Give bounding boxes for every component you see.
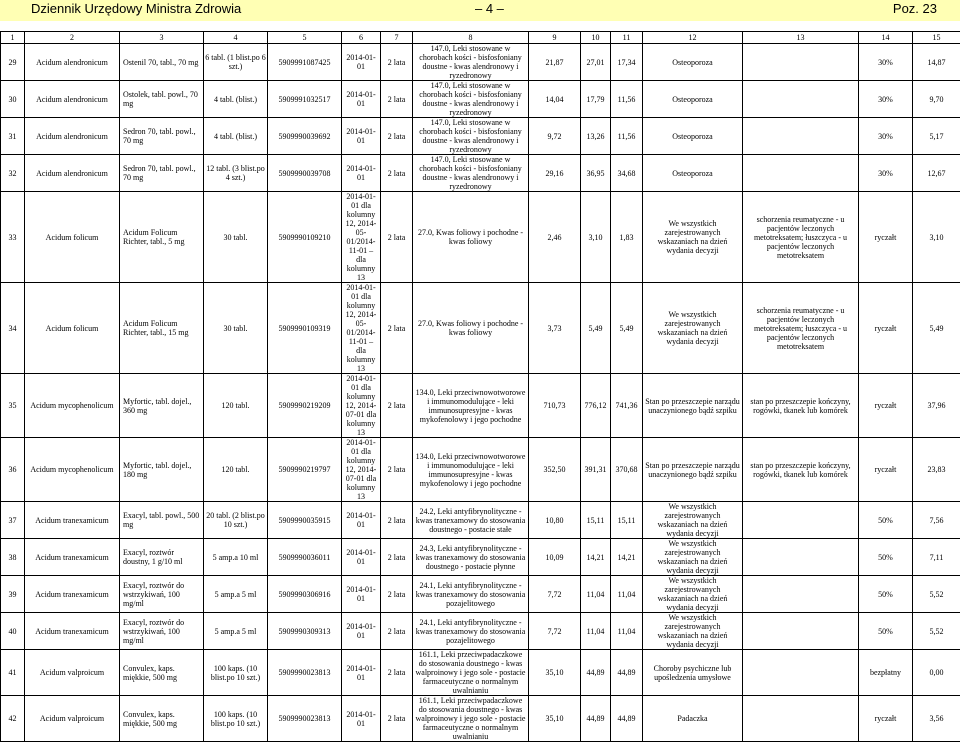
substance-name: Acidum folicum xyxy=(25,283,120,374)
package-size: 5 amp.a 10 ml xyxy=(204,539,268,576)
limit-group: 24.1, Leki antyfibrynolityczne - kwas tranexamowy do stosowania pozajelitowego xyxy=(413,576,529,613)
substance-name: Acidum alendronicum xyxy=(25,155,120,192)
substance-name: Acidum folicum xyxy=(25,192,120,283)
package-size: 5 amp.a 5 ml xyxy=(204,613,268,650)
limit-financing: 11,56 xyxy=(611,81,643,118)
off-label-indications xyxy=(743,44,859,81)
package-size: 5 amp.a 5 ml xyxy=(204,576,268,613)
indications: Osteoporoza xyxy=(643,44,743,81)
column-number: 9 xyxy=(529,32,581,44)
substance-name: Acidum tranexamicum xyxy=(25,539,120,576)
off-label-indications xyxy=(743,155,859,192)
substance-name: Acidum alendronicum xyxy=(25,81,120,118)
payment-level: 30% xyxy=(859,118,913,155)
product-name: Exacyl, roztwór do wstrzykiwań, 100 mg/ml xyxy=(120,613,204,650)
limit-group: 147.0, Leki stosowane w chorobach kości - bisfosfoniany doustne - kwas alendronowy i ryzedronowy xyxy=(413,44,529,81)
limit-financing: 741,36 xyxy=(611,374,643,438)
column-number: 7 xyxy=(381,32,413,44)
decision-date: 2014-01-01 xyxy=(342,118,381,155)
decision-date: 2014-01-01 dla kolumny 12, 2014-05-01/2014-11-01 – dla kolumny 13 xyxy=(342,283,381,374)
product-name: Sedron 70, tabl. powl., 70 mg xyxy=(120,155,204,192)
column-number: 6 xyxy=(342,32,381,44)
table-row xyxy=(1,283,960,374)
package-size: 4 tabl. (blist.) xyxy=(204,118,268,155)
product-name: Sedron 70, tabl. powl., 70 mg xyxy=(120,118,204,155)
indications: We wszystkich zarejestrowanych wskazaniach na dzień wydania decyzji xyxy=(643,576,743,613)
limit-financing: 17,34 xyxy=(611,44,643,81)
payment-level: ryczałt xyxy=(859,283,913,374)
package-size: 100 kaps. (10 blist.po 10 szt.) xyxy=(204,650,268,696)
table-row xyxy=(1,696,960,742)
indications: Osteoporoza xyxy=(643,118,743,155)
column-number: 3 xyxy=(120,32,204,44)
product-name: Exacyl, roztwór do wstrzykiwań, 100 mg/ml xyxy=(120,576,204,613)
product-name: Convulex, kaps. miękkie, 500 mg xyxy=(120,696,204,742)
limit-financing: 15,11 xyxy=(611,502,643,539)
column-number: 8 xyxy=(413,32,529,44)
column-number: 4 xyxy=(204,32,268,44)
wholesale-price: 27,01 xyxy=(581,44,611,81)
decision-date: 2014-01-01 xyxy=(342,576,381,613)
off-label-indications xyxy=(743,696,859,742)
wholesale-price: 5,49 xyxy=(581,283,611,374)
patient-copay: 23,83 xyxy=(913,438,960,502)
patient-copay: 3,10 xyxy=(913,192,960,283)
row-number: 42 xyxy=(1,696,25,742)
row-number: 32 xyxy=(1,155,25,192)
table-row xyxy=(1,576,960,613)
product-name: Acidum Folicum Richter, tabl., 5 mg xyxy=(120,192,204,283)
wholesale-price: 13,26 xyxy=(581,118,611,155)
indications: Osteoporoza xyxy=(643,155,743,192)
limit-group: 24.3, Leki antyfibrynolityczne - kwas tranexamowy do stosowania doustnego - postacie płynne xyxy=(413,539,529,576)
wholesale-price: 36,95 xyxy=(581,155,611,192)
payment-level: 50% xyxy=(859,576,913,613)
product-name: Ostenil 70, tabl., 70 mg xyxy=(120,44,204,81)
column-number: 2 xyxy=(25,32,120,44)
table-row xyxy=(1,81,960,118)
substance-name: Acidum valproicum xyxy=(25,696,120,742)
row-number: 35 xyxy=(1,374,25,438)
limit-financing: 1,83 xyxy=(611,192,643,283)
table-row xyxy=(1,118,960,155)
patient-copay: 5,49 xyxy=(913,283,960,374)
payment-level: 30% xyxy=(859,44,913,81)
limit-financing: 370,68 xyxy=(611,438,643,502)
table-row xyxy=(1,539,960,576)
limit-financing: 11,04 xyxy=(611,613,643,650)
limit-group: 27.0, Kwas foliowy i pochodne - kwas foliowy xyxy=(413,192,529,283)
patient-copay: 9,70 xyxy=(913,81,960,118)
substance-name: Acidum tranexamicum xyxy=(25,502,120,539)
substance-name: Acidum alendronicum xyxy=(25,44,120,81)
indications: We wszystkich zarejestrowanych wskazaniach na dzień wydania decyzji xyxy=(643,539,743,576)
off-label-indications xyxy=(743,539,859,576)
off-label-indications: stan po przeszczepie kończyny, rogówki, tkanek lub komórek xyxy=(743,374,859,438)
column-number: 5 xyxy=(268,32,342,44)
ean-code: 5909990219209 xyxy=(268,374,342,438)
decision-date: 2014-01-01 dla kolumny 12, 2014-07-01 dla kolumny 13 xyxy=(342,374,381,438)
limit-group: 134.0, Leki przeciwnowotworowe i immunomodulujące - leki immunosupresyjne - kwas mykofenolowy i jego pochodne xyxy=(413,438,529,502)
official-price: 35,10 xyxy=(529,650,581,696)
wholesale-price: 44,89 xyxy=(581,650,611,696)
substance-name: Acidum tranexamicum xyxy=(25,576,120,613)
column-number: 12 xyxy=(643,32,743,44)
table-row xyxy=(1,438,960,502)
journal-title: Dziennik Urzędowy Ministra Zdrowia xyxy=(31,1,241,16)
substance-name: Acidum tranexamicum xyxy=(25,613,120,650)
official-price: 2,46 xyxy=(529,192,581,283)
ean-code: 5909990306916 xyxy=(268,576,342,613)
validity-period: 2 lata xyxy=(381,502,413,539)
ean-code: 5909990109210 xyxy=(268,192,342,283)
validity-period: 2 lata xyxy=(381,650,413,696)
validity-period: 2 lata xyxy=(381,118,413,155)
page-header xyxy=(0,0,960,21)
row-number: 40 xyxy=(1,613,25,650)
ean-code: 5909990039708 xyxy=(268,155,342,192)
package-size: 30 tabl. xyxy=(204,192,268,283)
patient-copay: 37,96 xyxy=(913,374,960,438)
wholesale-price: 391,31 xyxy=(581,438,611,502)
official-price: 14,04 xyxy=(529,81,581,118)
payment-level: bezpłatny xyxy=(859,650,913,696)
package-size: 120 tabl. xyxy=(204,374,268,438)
ean-code: 5909991087425 xyxy=(268,44,342,81)
patient-copay: 14,87 xyxy=(913,44,960,81)
payment-level: ryczałt xyxy=(859,696,913,742)
off-label-indications: schorzenia reumatyczne - u pacjentów leczonych metotreksatem; łuszczyca - u pacjentów leczonych metotreksatem xyxy=(743,283,859,374)
column-number: 14 xyxy=(859,32,913,44)
ean-code: 5909990036011 xyxy=(268,539,342,576)
patient-copay: 3,56 xyxy=(913,696,960,742)
reimbursement-table xyxy=(0,31,960,742)
off-label-indications xyxy=(743,613,859,650)
product-name: Acidum Folicum Richter, tabl., 15 mg xyxy=(120,283,204,374)
row-number: 38 xyxy=(1,539,25,576)
limit-financing: 11,04 xyxy=(611,576,643,613)
off-label-indications xyxy=(743,81,859,118)
limit-group: 134.0, Leki przeciwnowotworowe i immunomodulujące - leki immunosupresyjne - kwas mykofenolowy i jego pochodne xyxy=(413,374,529,438)
patient-copay: 0,00 xyxy=(913,650,960,696)
validity-period: 2 lata xyxy=(381,696,413,742)
payment-level: ryczałt xyxy=(859,438,913,502)
ean-code: 5909990023813 xyxy=(268,650,342,696)
official-price: 352,50 xyxy=(529,438,581,502)
validity-period: 2 lata xyxy=(381,283,413,374)
table-row xyxy=(1,613,960,650)
position-number: Poz. 23 xyxy=(893,1,937,16)
validity-period: 2 lata xyxy=(381,192,413,283)
package-size: 4 tabl. (blist.) xyxy=(204,81,268,118)
patient-copay: 7,56 xyxy=(913,502,960,539)
validity-period: 2 lata xyxy=(381,576,413,613)
indications: Stan po przeszczepie narządu unaczynionego bądź szpiku xyxy=(643,374,743,438)
table-row xyxy=(1,650,960,696)
off-label-indications xyxy=(743,502,859,539)
table-row xyxy=(1,155,960,192)
limit-financing: 44,89 xyxy=(611,650,643,696)
patient-copay: 5,52 xyxy=(913,613,960,650)
row-number: 31 xyxy=(1,118,25,155)
decision-date: 2014-01-01 xyxy=(342,502,381,539)
off-label-indications xyxy=(743,576,859,613)
limit-group: 147.0, Leki stosowane w chorobach kości - bisfosfoniany doustne - kwas alendronowy i ryzedronowy xyxy=(413,155,529,192)
package-size: 30 tabl. xyxy=(204,283,268,374)
column-number: 10 xyxy=(581,32,611,44)
indications: Osteoporoza xyxy=(643,81,743,118)
limit-group: 147.0, Leki stosowane w chorobach kości - bisfosfoniany doustne - kwas alendronowy i ryzedronowy xyxy=(413,118,529,155)
package-size: 20 tabl. (2 blist.po 10 szt.) xyxy=(204,502,268,539)
limit-group: 27.0, Kwas foliowy i pochodne - kwas foliowy xyxy=(413,283,529,374)
column-numbers-row xyxy=(1,32,960,44)
product-name: Ostolek, tabl. powl., 70 mg xyxy=(120,81,204,118)
validity-period: 2 lata xyxy=(381,374,413,438)
off-label-indications: stan po przeszczepie kończyny, rogówki, tkanek lub komórek xyxy=(743,438,859,502)
wholesale-price: 776,12 xyxy=(581,374,611,438)
wholesale-price: 44,89 xyxy=(581,696,611,742)
validity-period: 2 lata xyxy=(381,81,413,118)
row-number: 29 xyxy=(1,44,25,81)
off-label-indications xyxy=(743,650,859,696)
indications: Choroby psychiczne lub upośledzenia umysłowe xyxy=(643,650,743,696)
official-price: 10,80 xyxy=(529,502,581,539)
limit-group: 147.0, Leki stosowane w chorobach kości - bisfosfoniany doustne - kwas alendronowy i ryzedronowy xyxy=(413,81,529,118)
off-label-indications xyxy=(743,118,859,155)
column-number: 15 xyxy=(913,32,960,44)
validity-period: 2 lata xyxy=(381,613,413,650)
substance-name: Acidum alendronicum xyxy=(25,118,120,155)
official-price: 35,10 xyxy=(529,696,581,742)
official-price: 7,72 xyxy=(529,576,581,613)
payment-level: 50% xyxy=(859,613,913,650)
indications: We wszystkich zarejestrowanych wskazaniach na dzień wydania decyzji xyxy=(643,502,743,539)
decision-date: 2014-01-01 xyxy=(342,539,381,576)
payment-level: 30% xyxy=(859,81,913,118)
wholesale-price: 17,79 xyxy=(581,81,611,118)
decision-date: 2014-01-01 dla kolumny 12, 2014-05-01/2014-11-01 – dla kolumny 13 xyxy=(342,192,381,283)
ean-code: 5909990219797 xyxy=(268,438,342,502)
patient-copay: 12,67 xyxy=(913,155,960,192)
decision-date: 2014-01-01 xyxy=(342,696,381,742)
package-size: 120 tabl. xyxy=(204,438,268,502)
limit-financing: 44,89 xyxy=(611,696,643,742)
row-number: 30 xyxy=(1,81,25,118)
payment-level: 30% xyxy=(859,155,913,192)
product-name: Exacyl, tabl. powl., 500 mg xyxy=(120,502,204,539)
row-number: 34 xyxy=(1,283,25,374)
ean-code: 5909990309313 xyxy=(268,613,342,650)
decision-date: 2014-01-01 xyxy=(342,650,381,696)
limit-financing: 34,68 xyxy=(611,155,643,192)
substance-name: Acidum mycophenolicum xyxy=(25,438,120,502)
limit-group: 161.1, Leki przeciwpadaczkowe do stosowania doustnego - kwas walproinowy i jego sole - postacie farmaceutyczne o normalnym uwalnianiu xyxy=(413,696,529,742)
wholesale-price: 11,04 xyxy=(581,613,611,650)
row-number: 36 xyxy=(1,438,25,502)
validity-period: 2 lata xyxy=(381,539,413,576)
wholesale-price: 14,21 xyxy=(581,539,611,576)
ean-code: 5909990109319 xyxy=(268,283,342,374)
official-price: 21,87 xyxy=(529,44,581,81)
indications: We wszystkich zarejestrowanych wskazaniach na dzień wydania decyzji xyxy=(643,192,743,283)
validity-period: 2 lata xyxy=(381,438,413,502)
product-name: Myfortic, tabl. dojel., 360 mg xyxy=(120,374,204,438)
substance-name: Acidum valproicum xyxy=(25,650,120,696)
column-number: 13 xyxy=(743,32,859,44)
page-number: – 4 – xyxy=(475,1,504,16)
official-price: 29,16 xyxy=(529,155,581,192)
table-row xyxy=(1,502,960,539)
patient-copay: 5,17 xyxy=(913,118,960,155)
wholesale-price: 3,10 xyxy=(581,192,611,283)
product-name: Convulex, kaps. miękkie, 500 mg xyxy=(120,650,204,696)
limit-group: 24.1, Leki antyfibrynolityczne - kwas tranexamowy do stosowania pozajelitowego xyxy=(413,613,529,650)
package-size: 100 kaps. (10 blist.po 10 szt.) xyxy=(204,696,268,742)
wholesale-price: 11,04 xyxy=(581,576,611,613)
official-price: 3,73 xyxy=(529,283,581,374)
substance-name: Acidum mycophenolicum xyxy=(25,374,120,438)
limit-financing: 5,49 xyxy=(611,283,643,374)
official-price: 710,73 xyxy=(529,374,581,438)
row-number: 33 xyxy=(1,192,25,283)
decision-date: 2014-01-01 xyxy=(342,613,381,650)
ean-code: 5909990023813 xyxy=(268,696,342,742)
limit-financing: 14,21 xyxy=(611,539,643,576)
decision-date: 2014-01-01 dla kolumny 12, 2014-07-01 dla kolumny 13 xyxy=(342,438,381,502)
decision-date: 2014-01-01 xyxy=(342,81,381,118)
indications: Stan po przeszczepie narządu unaczynionego bądź szpiku xyxy=(643,438,743,502)
decision-date: 2014-01-01 xyxy=(342,155,381,192)
row-number: 41 xyxy=(1,650,25,696)
row-number: 37 xyxy=(1,502,25,539)
payment-level: ryczałt xyxy=(859,374,913,438)
payment-level: 50% xyxy=(859,502,913,539)
table-row xyxy=(1,44,960,81)
table-row xyxy=(1,374,960,438)
ean-code: 5909991032517 xyxy=(268,81,342,118)
ean-code: 5909990035915 xyxy=(268,502,342,539)
column-number: 11 xyxy=(611,32,643,44)
limit-group: 24.2, Leki antyfibrynolityczne - kwas tranexamowy do stosowania doustnego - postacie stałe xyxy=(413,502,529,539)
off-label-indications: schorzenia reumatyczne - u pacjentów leczonych metotreksatem; łuszczyca - u pacjentów leczonych metotreksatem xyxy=(743,192,859,283)
official-price: 7,72 xyxy=(529,613,581,650)
official-price: 9,72 xyxy=(529,118,581,155)
package-size: 12 tabl. (3 blist.po 4 szt.) xyxy=(204,155,268,192)
payment-level: ryczałt xyxy=(859,192,913,283)
limit-financing: 11,56 xyxy=(611,118,643,155)
column-number: 1 xyxy=(1,32,25,44)
package-size: 6 tabl. (1 blist.po 6 szt.) xyxy=(204,44,268,81)
limit-group: 161.1, Leki przeciwpadaczkowe do stosowania doustnego - kwas walproinowy i jego sole - postacie farmaceutyczne o normalnym uwalnianiu xyxy=(413,650,529,696)
decision-date: 2014-01-01 xyxy=(342,44,381,81)
payment-level: 50% xyxy=(859,539,913,576)
patient-copay: 5,52 xyxy=(913,576,960,613)
indications: We wszystkich zarejestrowanych wskazaniach na dzień wydania decyzji xyxy=(643,613,743,650)
wholesale-price: 15,11 xyxy=(581,502,611,539)
indications: Padaczka xyxy=(643,696,743,742)
product-name: Exacyl, roztwór doustny, 1 g/10 ml xyxy=(120,539,204,576)
patient-copay: 7,11 xyxy=(913,539,960,576)
official-price: 10,09 xyxy=(529,539,581,576)
validity-period: 2 lata xyxy=(381,44,413,81)
indications: We wszystkich zarejestrowanych wskazaniach na dzień wydania decyzji xyxy=(643,283,743,374)
ean-code: 5909990039692 xyxy=(268,118,342,155)
validity-period: 2 lata xyxy=(381,155,413,192)
table-row xyxy=(1,192,960,283)
row-number: 39 xyxy=(1,576,25,613)
product-name: Myfortic, tabl. dojel., 180 mg xyxy=(120,438,204,502)
